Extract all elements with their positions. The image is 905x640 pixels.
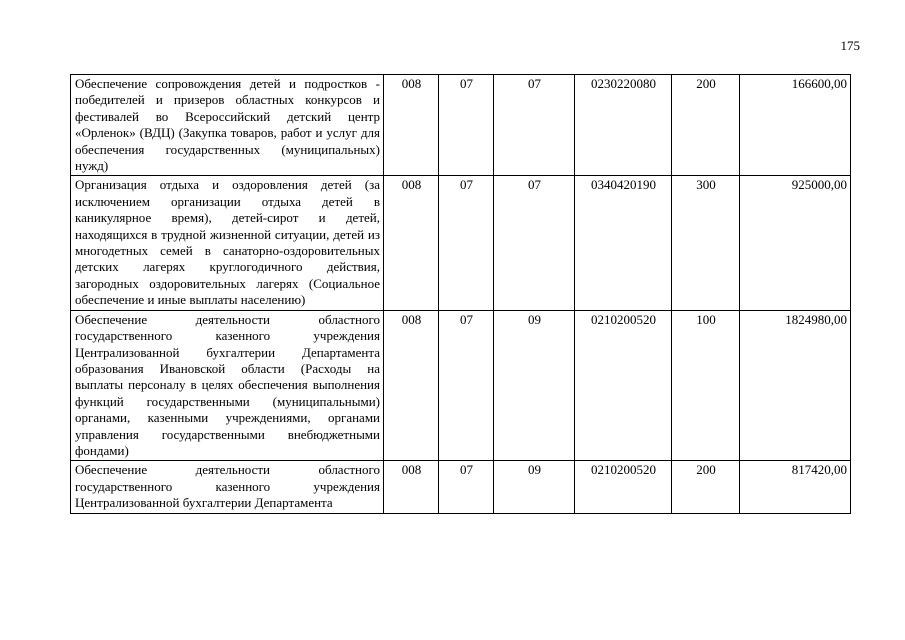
target-article-code: 0210200520	[575, 310, 672, 461]
amount: 166600,00	[740, 75, 851, 176]
expense-description: Обеспечение деятельности областного государственного казенного учреждения Централизованной бухгалтерии Департамента	[71, 461, 384, 513]
subsection-code: 07	[494, 176, 575, 310]
target-article-code: 0210200520	[575, 461, 672, 513]
section-code: 07	[439, 75, 494, 176]
target-article-code: 0340420190	[575, 176, 672, 310]
amount: 1824980,00	[740, 310, 851, 461]
amount: 925000,00	[740, 176, 851, 310]
ministry-code: 008	[384, 310, 439, 461]
page-number: 175	[840, 38, 860, 53]
table-row	[71, 176, 851, 310]
table-row	[71, 461, 851, 513]
expense-type-code: 300	[672, 176, 740, 310]
table-row	[71, 310, 851, 461]
expense-type-code: 200	[672, 75, 740, 176]
amount: 817420,00	[740, 461, 851, 513]
expense-type-code: 200	[672, 461, 740, 513]
section-code: 07	[439, 176, 494, 310]
table-row	[71, 75, 851, 176]
budget-table	[70, 74, 851, 514]
target-article-code: 0230220080	[575, 75, 672, 176]
section-code: 07	[439, 310, 494, 461]
expense-description: Обеспечение деятельности областного государственного казенного учреждения Централизованной бухгалтерии Департамента образования Ивановской области (Расходы на выплаты персоналу в целях обеспечения выполнения функций государственными (муниципальными) органами, казенными учреждениями, органами управления государственными внебюджетными фондами)	[71, 310, 384, 461]
expense-type-code: 100	[672, 310, 740, 461]
subsection-code: 07	[494, 75, 575, 176]
ministry-code: 008	[384, 75, 439, 176]
ministry-code: 008	[384, 176, 439, 310]
subsection-code: 09	[494, 310, 575, 461]
expense-description: Организация отдыха и оздоровления детей (за исключением организации отдыха детей в каникулярное время), детей-сирот и детей, находящихся в трудной жизненной ситуации, детей из многодетных семей в санаторно-оздоровительных детских лагерях круглогодичного действия, загородных оздоровительных лагерях (Социальное обеспечение и иные выплаты населению)	[71, 176, 384, 310]
subsection-code: 09	[494, 461, 575, 513]
section-code: 07	[439, 461, 494, 513]
expense-description: Обеспечение сопровождения детей и подростков - победителей и призеров областных конкурсов и фестивалей во Всероссийский детский центр «Орленок» (ВДЦ) (Закупка товаров, работ и услуг для обеспечения государственных (муниципальных) нужд)	[71, 75, 384, 176]
ministry-code: 008	[384, 461, 439, 513]
